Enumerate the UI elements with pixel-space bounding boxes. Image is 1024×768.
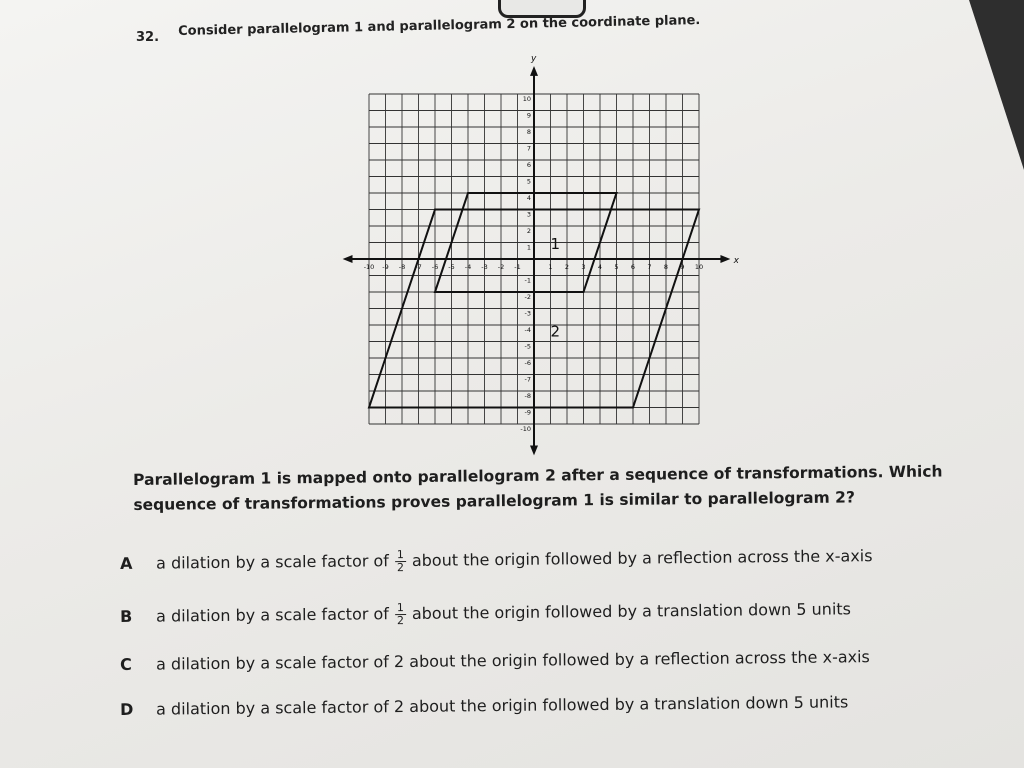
y-tick-label: -9 [524, 408, 531, 417]
x-tick-label: -10 [363, 263, 375, 271]
fraction-denominator: 2 [396, 561, 405, 575]
y-tick-label: -7 [524, 375, 531, 384]
y-axis-label: y [531, 54, 537, 64]
x-tick-label: -8 [398, 263, 406, 271]
y-tick-label: 7 [526, 144, 531, 153]
y-axis-arrow-down [530, 445, 538, 455]
choice-text: a dilation by a scale factor of 2 about the origin followed by a reflection across the x-axis [155, 647, 870, 674]
x-tick-label: 1 [548, 263, 553, 271]
choice-text-end: about the origin followed by a translation down 5 units [411, 599, 852, 623]
x-tick-label: 2 [564, 263, 570, 271]
x-tick-label: -3 [481, 263, 488, 271]
y-tick-label: -8 [524, 392, 531, 400]
x-tick-label: -9 [382, 263, 389, 271]
x-tick-label: 5 [614, 263, 619, 271]
x-tick-label: -2 [497, 263, 505, 271]
choice-letter: A [120, 553, 133, 573]
x-tick-label: -5 [448, 263, 455, 271]
x-axis-label: x [733, 256, 739, 266]
choice-letter: D [120, 699, 134, 719]
x-tick-label: 10 [694, 263, 704, 271]
fraction-denominator: 2 [396, 614, 405, 628]
fraction-one-half [395, 549, 406, 574]
choice-text: a dilation by a scale factor of [156, 604, 389, 626]
parallelogram-2-label: 2 [550, 322, 561, 341]
y-tick-label: 8 [526, 128, 531, 136]
choice-letter: C [120, 654, 132, 674]
y-tick-label: -1 [524, 276, 531, 285]
y-tick-label: 4 [526, 194, 531, 202]
choice-text: a dilation by a scale factor of [156, 551, 389, 573]
y-tick-label: 5 [526, 177, 531, 186]
x-tick-label: -4 [464, 263, 472, 271]
y-tick-label: -6 [524, 359, 531, 367]
y-tick-label: -3 [524, 309, 531, 318]
x-tick-label: 8 [663, 263, 669, 271]
x-tick-label: -7 [415, 263, 422, 271]
x-axis-arrow-right [720, 255, 730, 263]
x-tick-label: 3 [581, 263, 586, 271]
x-tick-label: 6 [630, 263, 636, 271]
y-tick-label: -2 [524, 293, 531, 301]
x-tick-label: -6 [431, 263, 439, 271]
problem-prompt: Consider parallelogram 1 and parallelogram 2 on the coordinate plane. [178, 13, 701, 39]
y-tick-label: 6 [526, 161, 531, 169]
y-tick-label: -4 [524, 326, 531, 334]
choice-text: a dilation by a scale factor of 2 about the origin followed by a translation down 5 units [155, 692, 849, 719]
x-tick-label: 9 [680, 263, 685, 271]
fraction-numerator: 1 [395, 602, 406, 615]
choice-letter: B [120, 606, 133, 626]
y-tick-label: -5 [524, 342, 531, 351]
problem-number: 32. [136, 30, 160, 45]
fraction-one-half [395, 602, 406, 627]
fraction-numerator: 1 [395, 549, 406, 562]
y-tick-label: 9 [526, 111, 531, 120]
y-tick-label: 2 [526, 227, 531, 235]
parallelogram-1-label: 1 [550, 235, 561, 254]
question-text: Parallelogram 1 is mapped onto parallelogram 2 after a sequence of transformations. Which sequence of transformations proves parallelogram 1 is similar to parallelogram 2? [133, 462, 943, 514]
y-axis-arrow-up [530, 66, 538, 76]
coordinate-plane [340, 54, 750, 455]
y-tick-label: 1 [526, 243, 531, 252]
choice-text-end: about the origin followed by a reflection across the x-axis [411, 546, 873, 570]
y-tick-label: 3 [526, 210, 531, 219]
y-tick-label: -10 [520, 425, 531, 433]
x-tick-label: -1 [514, 263, 521, 271]
x-axis-arrow-left [343, 255, 353, 263]
y-tick-label: 10 [522, 95, 531, 103]
x-tick-label: 7 [647, 263, 652, 271]
x-tick-label: 4 [597, 263, 603, 271]
